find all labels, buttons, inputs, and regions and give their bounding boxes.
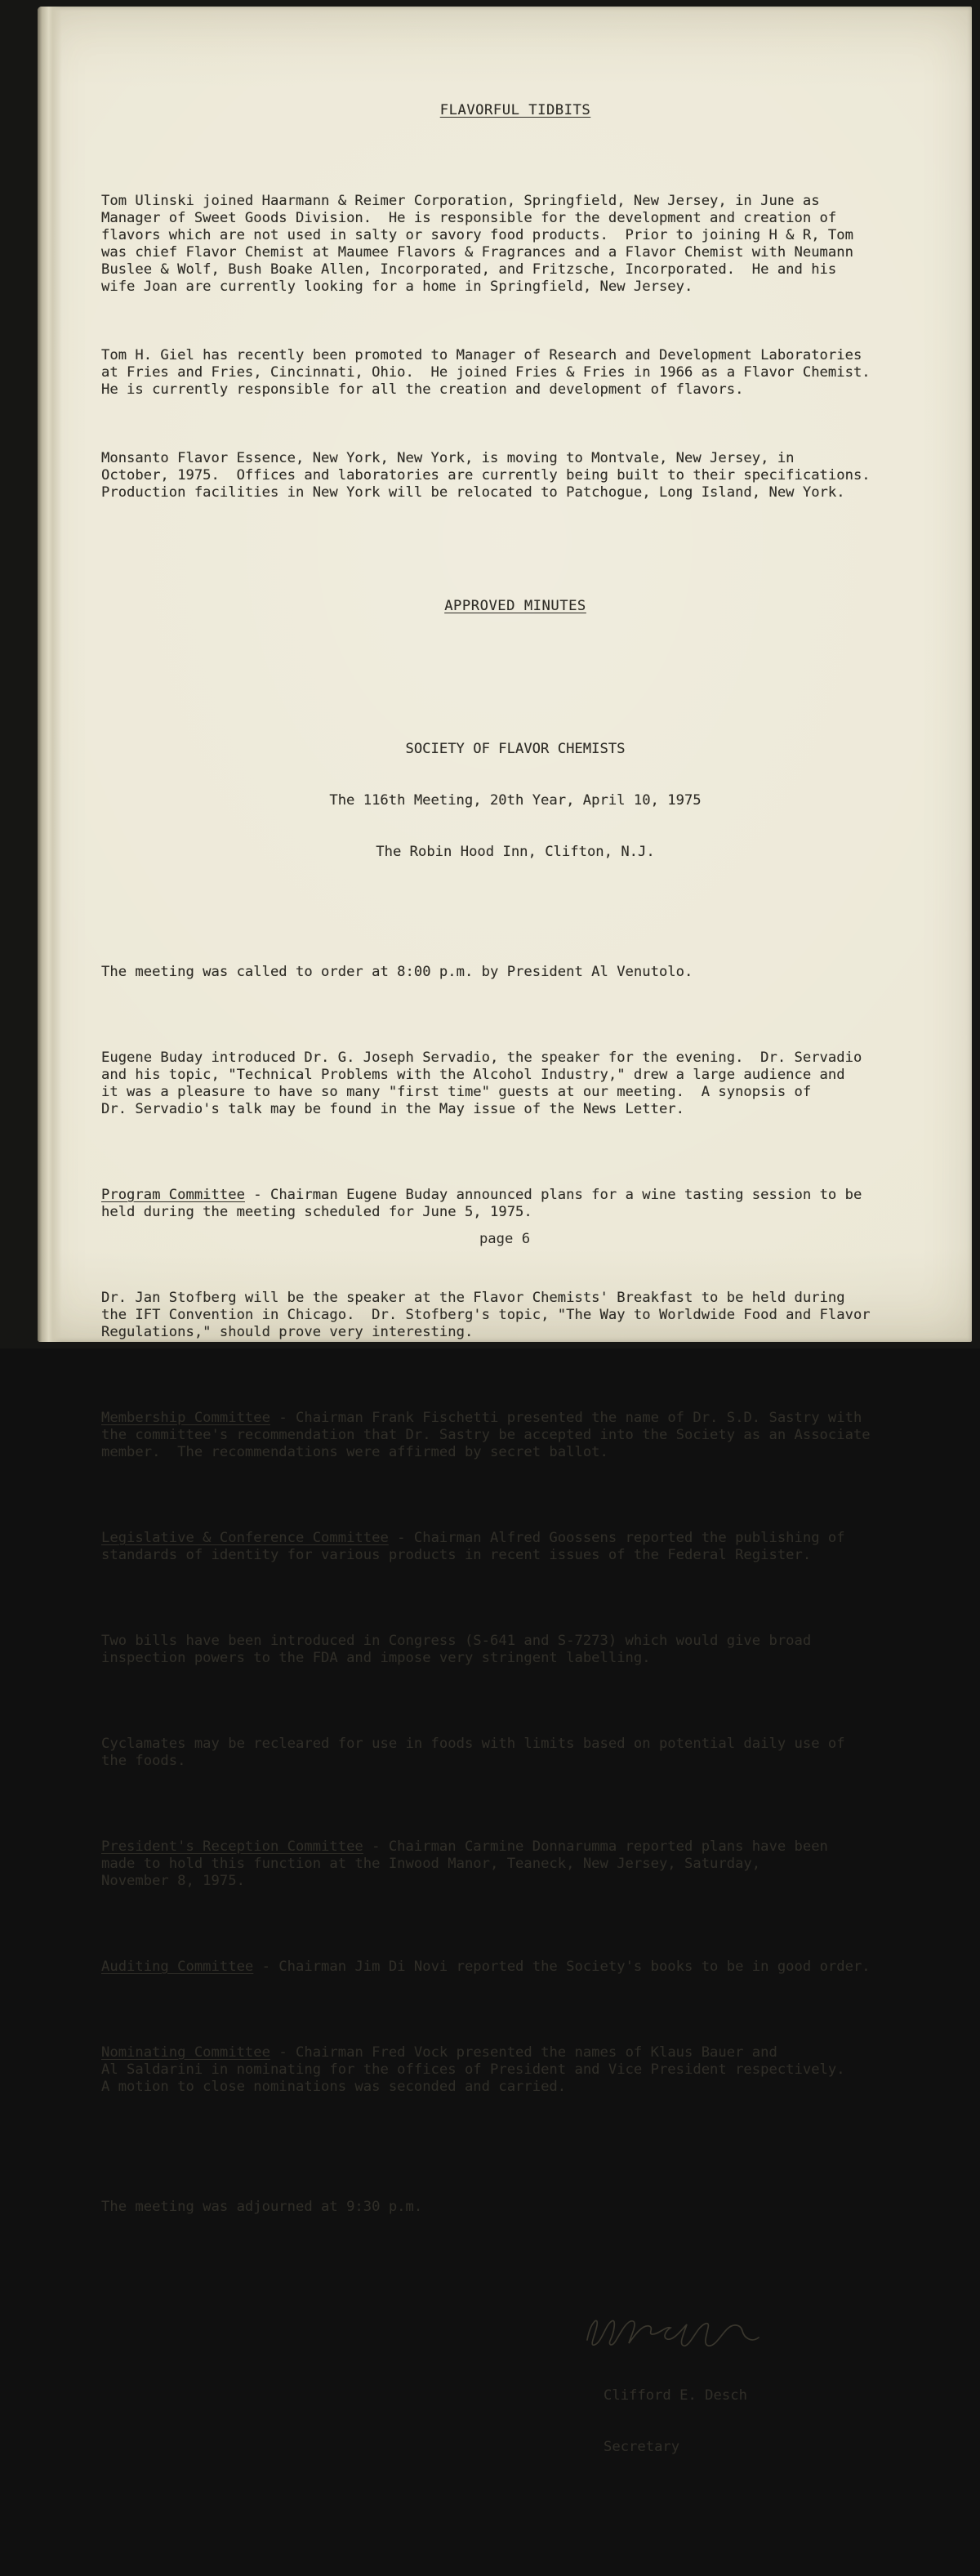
paragraph-text: - Chairman Jim Di Novi reported the Society's books to be in good order. — [253, 1959, 871, 1975]
meeting-number-line: The 116th Meeting, 20th Year, April 10, 1975 — [329, 792, 702, 809]
paragraph-text: The meeting was called to order at 8:00 p.m. by President Al Venutolo. — [101, 964, 693, 980]
paragraph-text: Eugene Buday introduced Dr. G. Joseph Servadio, the speaker for the evening. Dr. Servadio and his topic, "Technical Problems with the Alcohol Industry," drew a large audience and it was a pleasure to have so many "first time" guests at our meeting. A synopsis of Dr. Servadio's talk may be found in the May issue of the News Letter. — [101, 1050, 862, 1117]
committee-name: Membership Committee — [101, 1410, 270, 1426]
minutes-heading: APPROVED MINUTES — [444, 598, 586, 614]
committee-name: President's Reception Committee — [101, 1838, 363, 1855]
tidbits-paragraph: Monsanto Flavor Essence, New York, New York, is moving to Montvale, New Jersey, in October, 1975. Offices and laboratories are currently being built to their specifications. Production facilities in New York will be relocated to Patchogue, Long Island, New York. — [101, 450, 871, 501]
closing-row — [101, 2164, 929, 2525]
minutes-paragraph — [101, 1838, 929, 1890]
meeting-subheading — [101, 706, 929, 895]
signatory-role: Secretary — [604, 2439, 680, 2455]
paragraph-text: Two bills have been introduced in Congress (S-641 and S-7273) which would give broad inspection powers to the FDA and impose very stringent labelling. — [101, 1633, 812, 1666]
signature-icon — [581, 2306, 768, 2353]
committee-name: Nominating Committee — [101, 2044, 270, 2061]
paragraph-text: - Chairman Eugene Buday announced plans for a wine tasting session to be held during the meeting scheduled for June 5, 1975. — [101, 1187, 862, 1220]
minutes-paragraph — [101, 1633, 929, 1667]
paragraph-text: Cyclamates may be recleared for use in foods with limits based on potential daily use of the foods. — [101, 1736, 845, 1769]
minutes-paragraph — [101, 1410, 929, 1461]
tidbits-paragraph: Tom H. Giel has recently been promoted to Manager of Research and Development Laboratories at Fries and Fries, Cincinnati, Ohio. He joined Fries & Fries in 1966 as a Flavor Chemist. He is currently responsible for all the creation and development of flavors. — [101, 347, 871, 398]
signatory-name: Clifford E. Desch — [604, 2387, 747, 2404]
tidbits-heading: FLAVORFUL TIDBITS — [439, 102, 591, 118]
tidbits-paragraph: Tom Ulinski joined Haarmann & Reimer Corporation, Springfield, New Jersey, in June as Manager of Sweet Goods Division. He is responsible for the development and creation of flavors which are not used in salty or savory food products. Prior to joining H & R, Tom was chief Flavor Chemist at Maumee Flavors & Fragrances and a Flavor Chemist with Neumann Buslee & Wolf, Bush Boake Allen, Incorporated, and Fritzsche, Incorporated. He and his wife Joan are currently looking for a home in Springfield, New Jersey. — [101, 193, 853, 295]
minutes-paragraph — [101, 1187, 929, 1221]
minutes-paragraph — [101, 1290, 929, 1341]
society-name: SOCIETY OF FLAVOR CHEMISTS — [405, 741, 626, 757]
paragraph-text: - Chairman Frank Fischetti presented the name of Dr. S.D. Sastry with the committee's recommendation that Dr. Sastry be accepted into the Society as an Associate member. The recommendations were affirmed by secret ballot. — [101, 1410, 871, 1460]
minutes-paragraph — [101, 2199, 929, 2216]
paragraph-text: - Chairman Alfred Goossens reported the publishing of standards of identity for various products in recent issues of the Federal Register. — [101, 1530, 845, 1563]
committee-name: Program Committee — [101, 1187, 245, 1203]
paragraph-text: - Chairman Carmine Donnarumma reported plans have been made to hold this function at the Inwood Manor, Teaneck, New Jersey, Saturday, November 8, 1975. — [101, 1838, 828, 1889]
page-content — [101, 51, 929, 2576]
paragraph-text: The meeting was adjourned at 9:30 p.m. — [101, 2199, 423, 2215]
minutes-paragraph — [101, 964, 929, 981]
page-edge — [38, 7, 62, 1342]
minutes-paragraph — [101, 1530, 929, 1564]
minutes-paragraph — [101, 1736, 929, 1770]
minutes-paragraph — [101, 1959, 929, 1976]
signature-block — [604, 2271, 929, 2490]
committee-name: Auditing Committee — [101, 1959, 254, 1975]
page-number: page 6 — [479, 1231, 531, 1247]
paragraph-text: - Chairman Fred Vock presented the names of Klaus Bauer and Al Saldarini in nominating for the offices of President and Vice President respectively. A motion to close nominations was seconded and carried. — [101, 2044, 845, 2095]
paragraph-text: Dr. Jan Stofberg will be the speaker at the Flavor Chemists' Breakfast to be held during the IFT Convention in Chicago. Dr. Stofberg's topic, "The Way to Worldwide Food and Flavor Regulations," should prove very interesting. — [101, 1290, 871, 1340]
minutes-paragraph — [101, 2044, 929, 2096]
minutes-paragraph — [101, 1050, 929, 1118]
meeting-location-line: The Robin Hood Inn, Clifton, N.J. — [376, 844, 655, 860]
committee-name: Legislative & Conference Committee — [101, 1530, 389, 1546]
document-page — [38, 7, 972, 2455]
